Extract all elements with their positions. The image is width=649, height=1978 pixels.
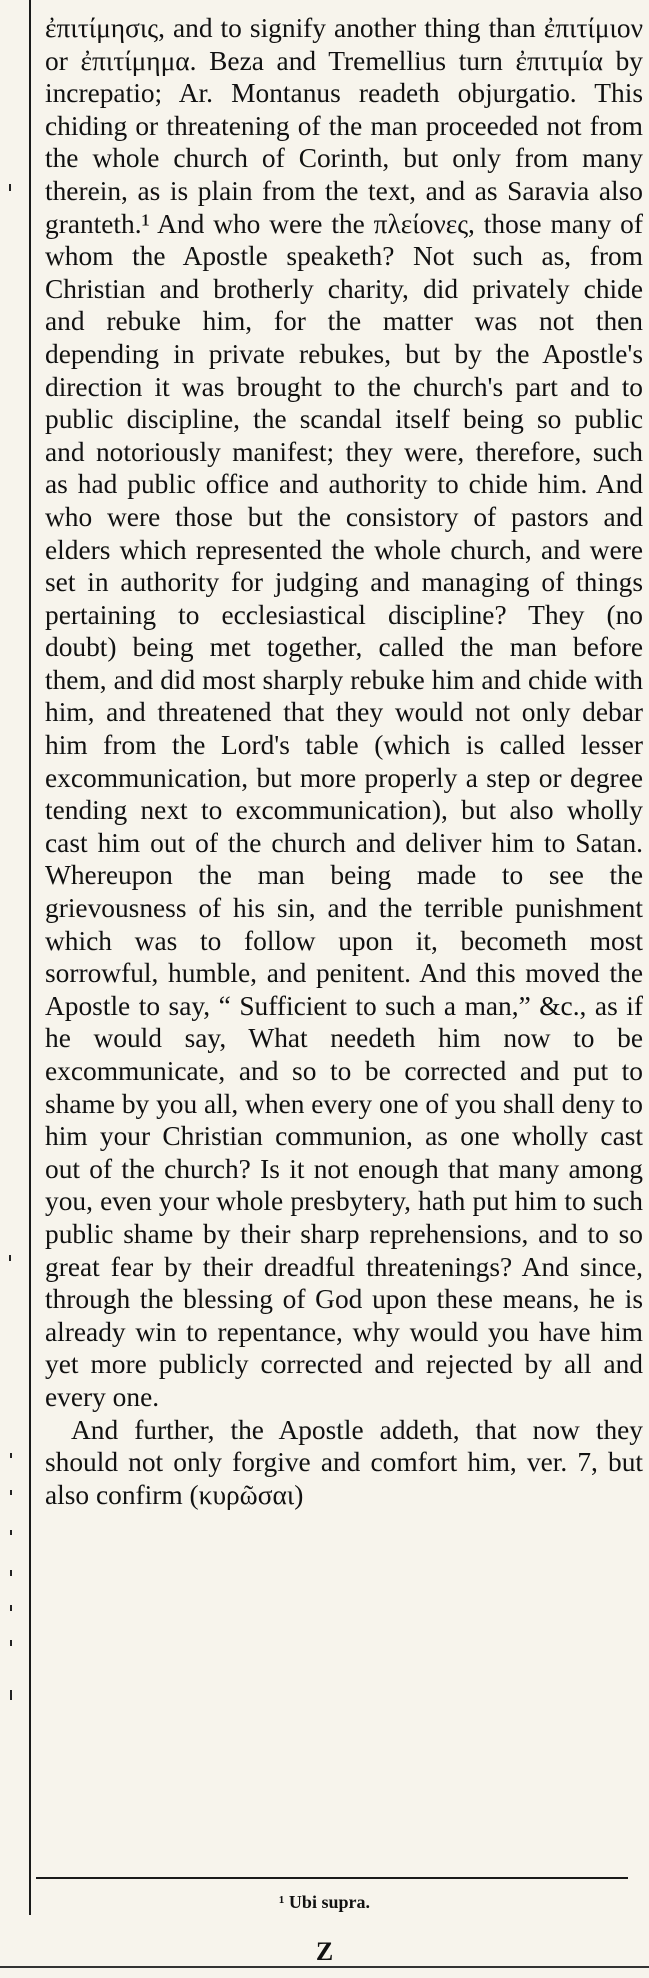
paragraph: And further, the Apostle addeth, that now they should not only forgive and comfort him, ver. 7, but also confirm (κυρῶσαι) <box>45 1414 643 1510</box>
margin-mark <box>10 1570 12 1576</box>
footnote-rule <box>36 1877 628 1879</box>
left-margin-rule <box>29 0 31 1915</box>
margin-mark <box>10 1640 12 1646</box>
margin-mark <box>10 1490 12 1495</box>
margin-mark <box>10 1453 12 1458</box>
page-bottom-rule <box>0 1966 649 1968</box>
margin-mark <box>10 1530 12 1535</box>
footnote: ¹ Ubi supra. <box>279 1892 370 1912</box>
margin-mark <box>9 1255 11 1261</box>
signature-mark: Z <box>315 1937 334 1966</box>
body-text <box>45 12 643 1511</box>
margin-mark <box>9 184 11 191</box>
margin-mark <box>10 1690 12 1700</box>
paragraph: ἐπιτίμησις, and to signify another thing than ἐπιτίμιον or ἐπιτίμημα. Beza and Tremellius turn ἐπιτιμία by increpatio; Ar. Montanus readeth objurgatio. This chiding or threatening of the man proceeded not from the whole church of Corinth, but only from many therein, as is plain from the text, and as Saravia also granteth.¹ And who were the πλείονες, those many of whom the Apostle speaketh? Not such as, from Christian and brotherly charity, did privately chide and rebuke him, for the matter was not then depending in private rebukes, but by the Apostle's direction it was brought to the church's part and to public discipline, the scandal itself being so public and notoriously manifest; they were, therefore, such as had public office and authority to chide him. And who were those but the consistory of pastors and elders which represented the whole church, and were set in authority for judging and managing of things pertaining to ecclesiastical discipline? They (no doubt) being met together, called the man before them, and did most sharply rebuke him and chide with him, and threatened that they would not only debar him from the Lord's table (which is called lesser excommunication, but more properly a step or degree tending next to excommunication), but also wholly cast him out of the church and deliver him to Satan. Whereupon the man being made to see the grievousness of his sin, and the terrible punishment which was to follow upon it, becometh most sorrowful, humble, and penitent. And this moved the Apostle to say, “ Sufficient to such a man,” &c., as if he would say, What needeth him now to be excommunicate, and so to be corrected and put to shame by you all, when every one of you shall deny to him your Christian communion, as one wholly cast out of the church? Is it not enough that many among you, even your whole presbytery, hath put him to such public shame by their sharp reprehensions, and to so great fear by their dreadful threatenings? And since, through the blessing of God upon these means, he is already win to repentance, why would you have him yet more publicly corrected and rejected by all and every one. <box>45 13 643 1412</box>
margin-mark <box>10 1605 12 1611</box>
